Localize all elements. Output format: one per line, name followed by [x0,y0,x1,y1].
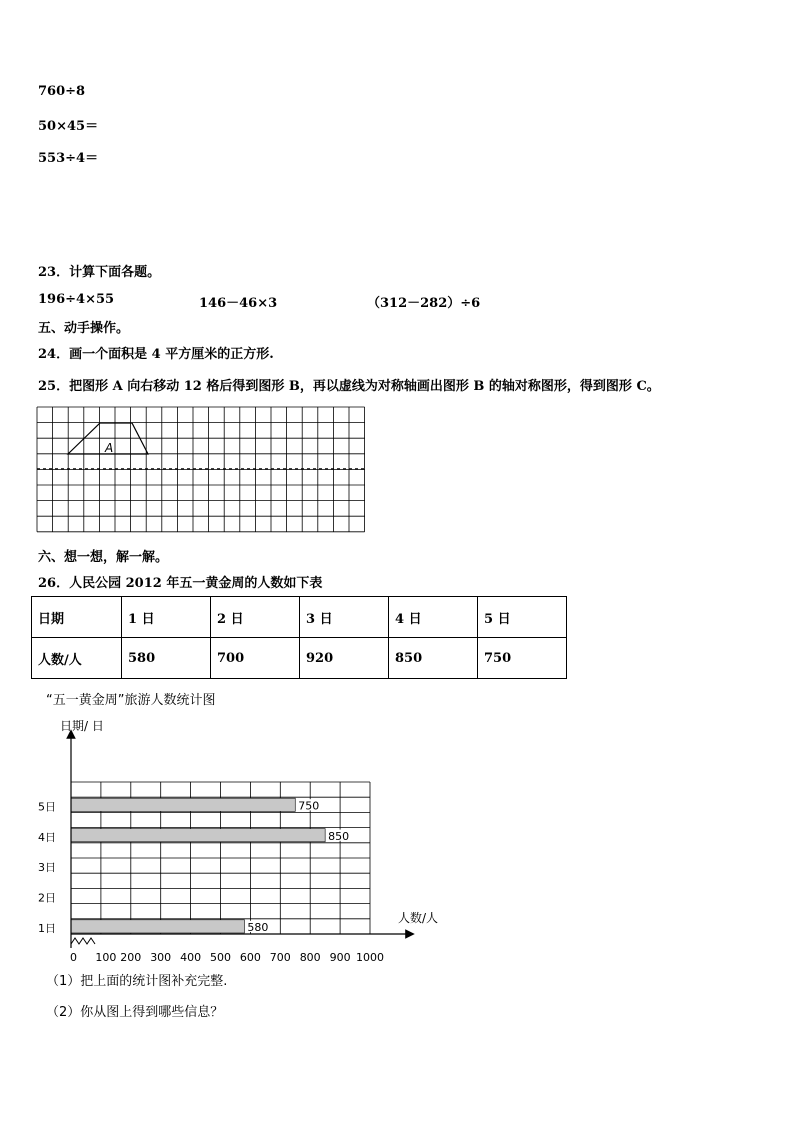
q26-sub1: （1）把上面的统计图补充完整. [46,974,228,989]
chart-x-tick-label: 800 [299,951,321,962]
section5-heading: 五、动手操作。 [38,321,130,336]
table-row-dates [32,597,567,638]
q23-title: 23．计算下面各题。 [38,265,161,280]
chart-bar-4 [71,829,325,842]
table-cell-day: 4 日 [389,597,478,638]
chart-bars [71,798,325,933]
chart-x-tick-label: 100 [95,951,117,962]
chart-data-label-4: 850 [328,829,350,843]
chart-category-label: 4日 [38,830,56,844]
chart-x-tick-label: 400 [180,951,202,962]
table-cell-count: 920 [300,638,389,679]
chart-x-axis-title: 人数/人 [398,911,439,925]
chart-x-tick-label: 300 [150,951,172,962]
table-cell-day: 3 日 [300,597,389,638]
visitor-bar-chart [30,712,450,962]
chart-data-label-1: 580 [247,921,269,934]
q23-item-3: （312－282）÷6 [367,296,481,311]
table-cell-count: 750 [478,638,567,679]
table-cell-day: 1 日 [122,597,211,638]
chart-y-axis-title: 日期/ 日 [60,719,104,733]
table-row-counts [32,638,567,679]
visitor-table [31,596,567,679]
chart-data-label-5: 750 [298,799,320,813]
chart-x-tick-label: 900 [329,951,351,962]
chart-axis-break [71,938,95,944]
table-cell-count: 580 [122,638,211,679]
table-header-count: 人数/人 [32,638,122,679]
problem-760-div-8: 760÷8 [38,84,86,99]
table-cell-day: 2 日 [211,597,300,638]
section6-heading: 六、想一想，解一解。 [38,550,169,565]
chart-category-label: 3日 [38,861,56,875]
chart-category-label: 2日 [38,891,56,905]
chart-category-label: 5日 [38,800,56,814]
q25-text: 25．把图形 A 向右移动 12 格后得到图形 B，再以虚线为对称轴画出图形 B 的轴对称图形，得到图形 C。 [38,379,660,394]
table-cell-day: 5 日 [478,597,567,638]
table-cell-count: 700 [211,638,300,679]
q24-text: 24．画一个面积是 4 平方厘米的正方形. [38,347,274,362]
problem-553-div-4: 553÷4＝ [38,151,99,166]
chart-category-label: 1日 [38,922,56,935]
table-cell-count: 850 [389,638,478,679]
q23-item-1: 196÷4×55 [38,292,115,307]
table-header-date: 日期 [32,597,122,638]
chart-bar-1 [71,920,244,933]
chart-x-tick-label: 0 [70,951,77,962]
shape-a-label: A [105,441,114,455]
q25-grid-figure [36,406,368,536]
chart-title: “五一黄金周”旅游人数统计图 [46,693,216,708]
chart-x-tick-label: 600 [239,951,261,962]
chart-x-tick-label: 500 [210,951,231,962]
q26-title: 26．人民公园 2012 年五一黄金周的人数如下表 [38,576,323,591]
q23-item-2: 146－46×3 [199,296,278,311]
chart-bar-5 [71,798,295,811]
chart-x-tick-label: 200 [120,951,142,962]
problem-50-times-45: 50×45＝ [38,119,99,134]
chart-x-tick-label: 1000 [356,951,384,962]
q26-sub2: （2）你从图上得到哪些信息？ [46,1005,224,1020]
chart-x-tick-label: 700 [269,951,291,962]
